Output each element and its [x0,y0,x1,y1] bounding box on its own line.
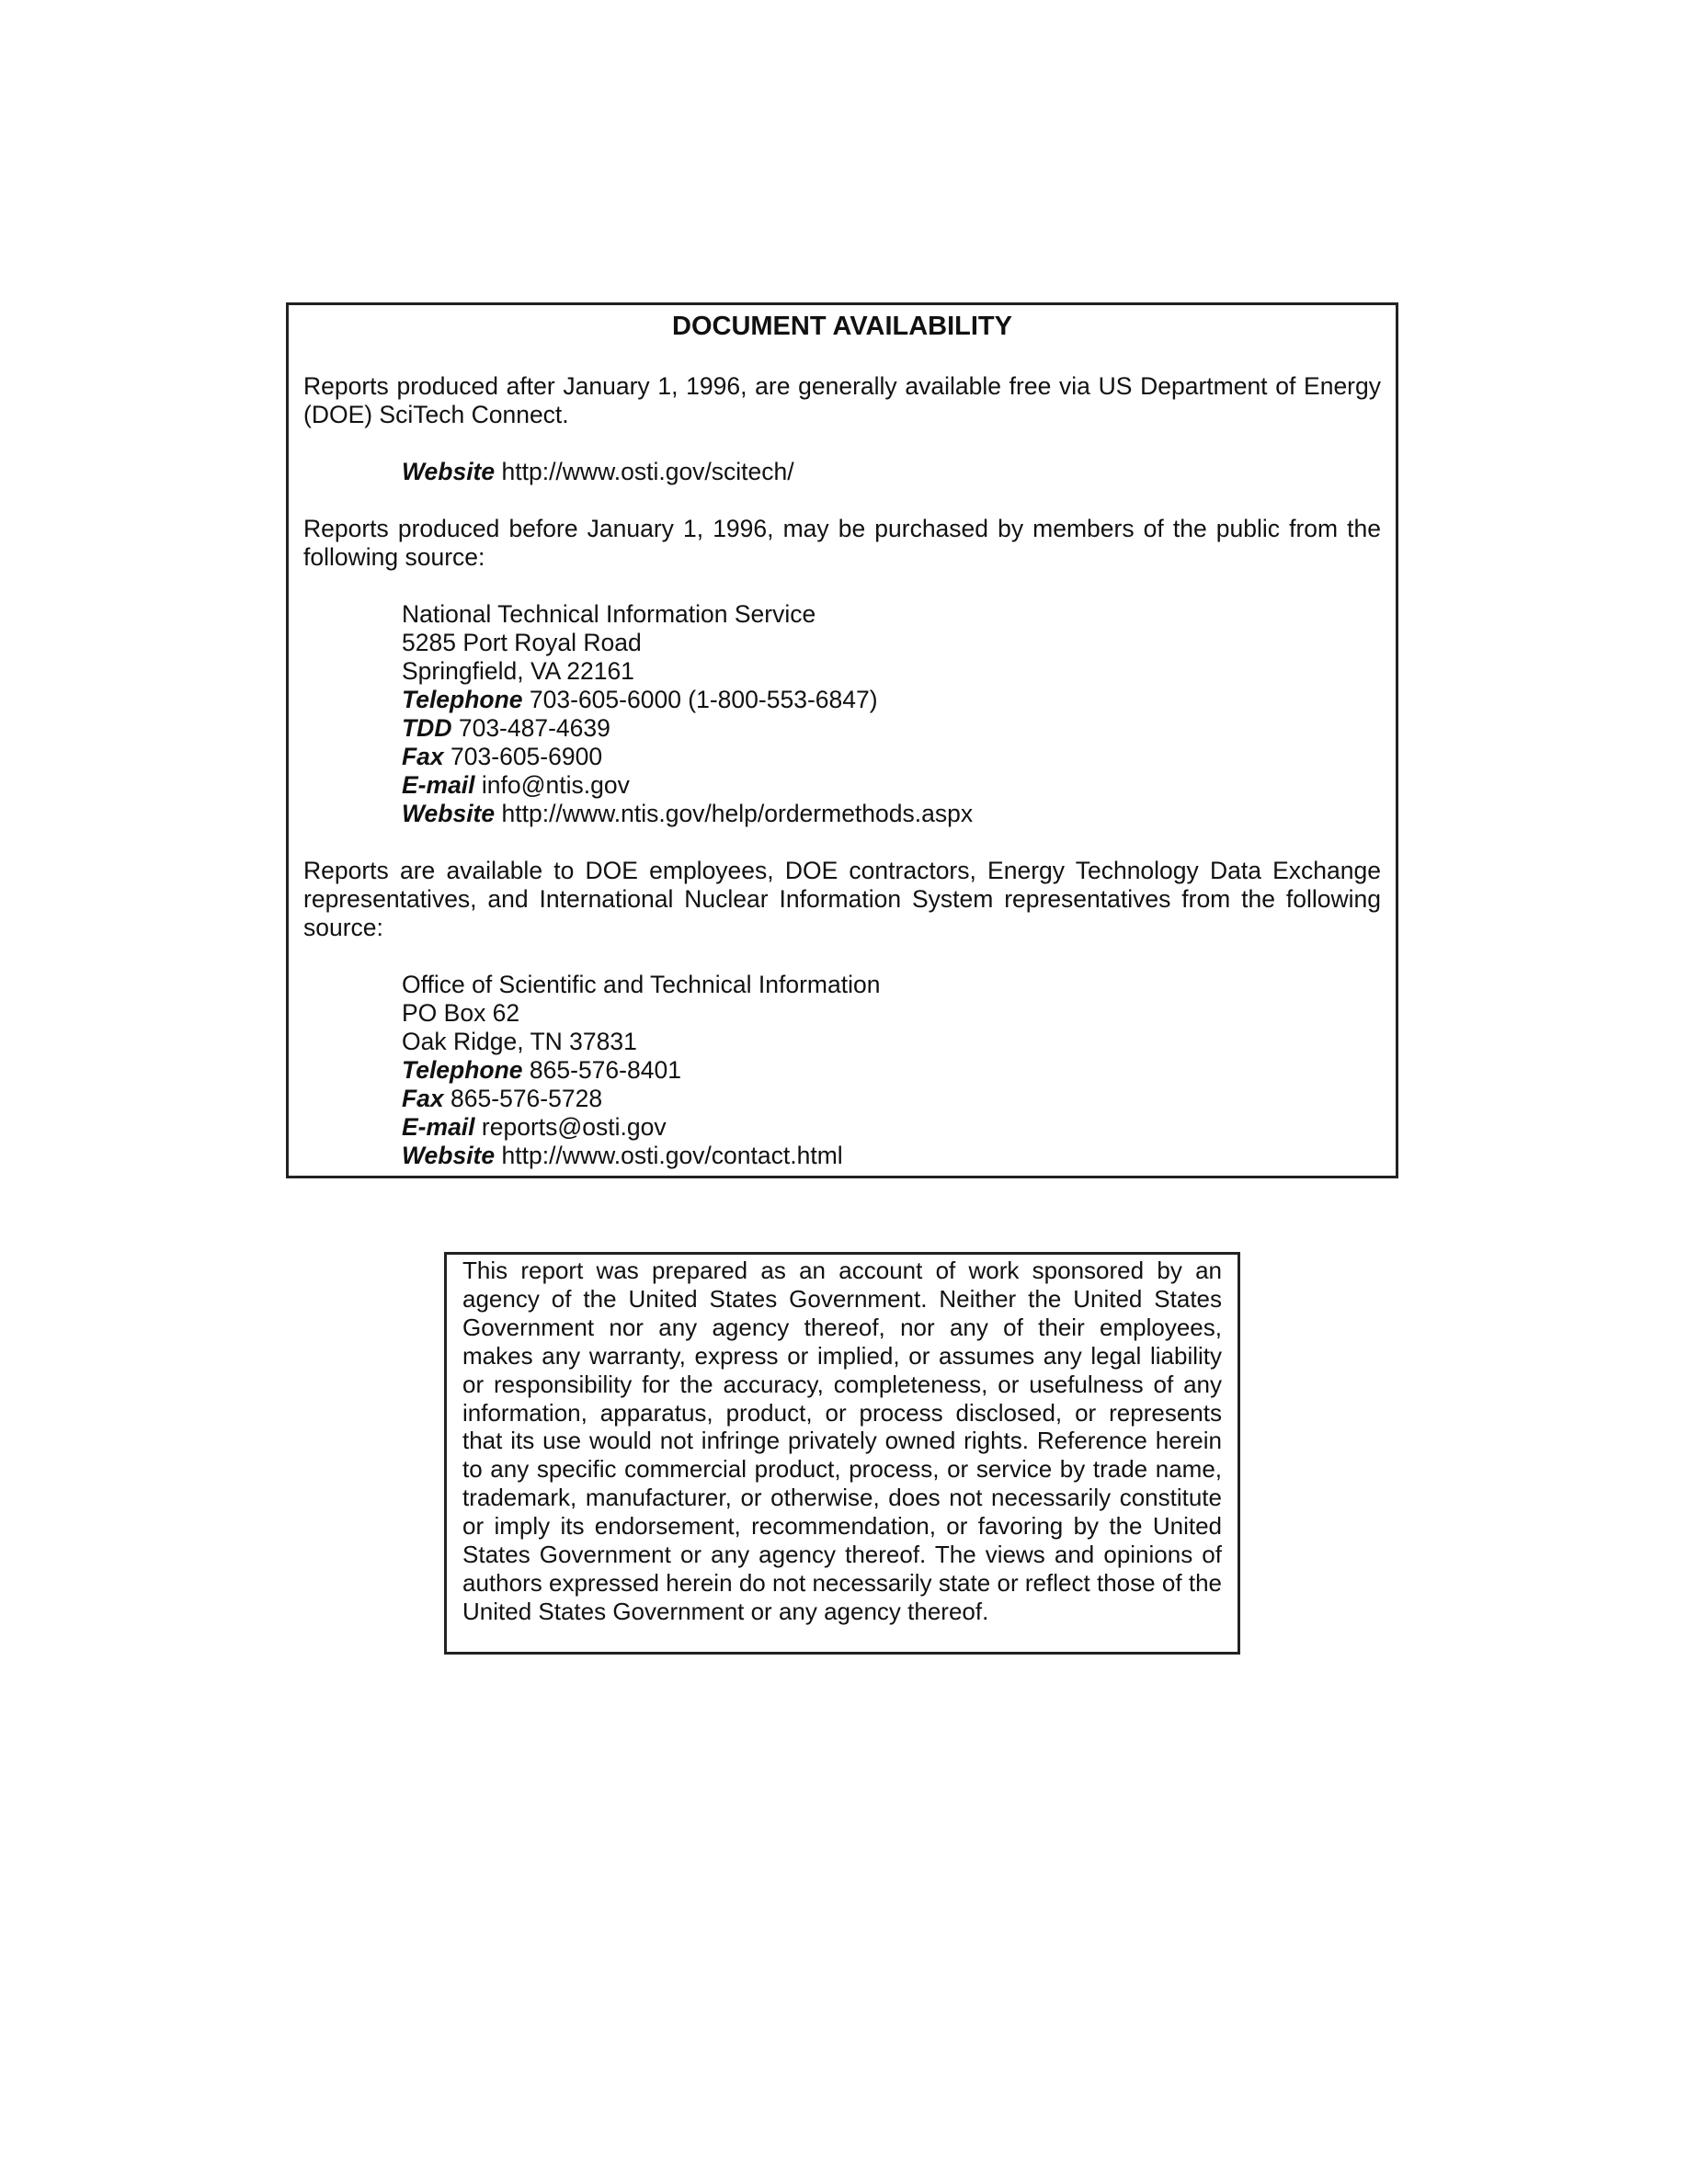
fax-label: Fax [402,1085,444,1112]
osti-telephone-value: 865-576-8401 [529,1056,681,1084]
telephone-label: Telephone [402,1056,523,1084]
document-availability-box [286,302,1398,1178]
ntis-email-link[interactable]: info@ntis.gov [481,771,630,799]
osti-telephone-line [402,1056,1381,1085]
scitech-website-link[interactable]: http://www.osti.gov/scitech/ [501,458,794,485]
email-label: E-mail [402,1113,475,1141]
intro-doe-employees: Reports are available to DOE employees, DOE contractors, Energy Technology Data Exchange representatives, and International Nuclear Information System representatives from the following source: [303,857,1381,941]
ntis-telephone-value: 703-605-6000 (1-800-553-6847) [529,686,878,713]
disclaimer-box [444,1252,1240,1655]
website-label: Website [402,800,496,827]
osti-website-line [402,1142,1381,1170]
ntis-tdd-line [402,714,1381,743]
tdd-label: TDD [402,714,452,742]
telephone-label: Telephone [402,686,523,713]
ntis-fax-line [402,743,1381,771]
intro-after-1996: Reports produced after January 1, 1996, are generally available free via US Department of Energy (DOE) SciTech Connect. [303,372,1381,428]
scitech-contact [303,458,1381,486]
osti-email-link[interactable]: reports@osti.gov [481,1113,667,1141]
ntis-street: 5285 Port Royal Road [402,629,642,656]
ntis-fax-value: 703-605-6900 [451,743,603,770]
website-label: Website [402,458,496,485]
osti-address-block [303,971,1381,1170]
osti-fax-value: 865-576-5728 [451,1085,603,1112]
osti-website-link[interactable]: http://www.osti.gov/contact.html [501,1142,843,1169]
ntis-website-link[interactable]: http://www.ntis.gov/help/ordermethods.aspx [501,800,974,827]
ntis-name: National Technical Information Service [402,600,816,628]
intro-before-1996: Reports produced before January 1, 1996, may be purchased by members of the public from the following source: [303,515,1381,571]
ntis-telephone-line [402,686,1381,714]
document-availability-title: DOCUMENT AVAILABILITY [672,312,1012,341]
ntis-website-line [402,800,1381,828]
disclaimer-text: This report was prepared as an account of work sponsored by an agency of the United States Government. Neither the United States Government nor any agency thereof, nor any of their employees, makes any warranty, express or implied, or assumes any legal liability or responsibility for the accuracy, completeness, or usefulness of any information, apparatus, product, or process disclosed, or represents that its use would not infringe privately owned rights. Reference herein to any specific commercial product, process, or service by trade name, trademark, manufacturer, or otherwise, does not necessarily constitute or imply its endorsement, recommendation, or favoring by the United States Government or any agency thereof. The views and opinions of authors expressed herein do not necessarily state or reflect those of the United States Government or any agency thereof. [462,1257,1222,1625]
osti-name: Office of Scientific and Technical Information [402,971,881,998]
email-label: E-mail [402,771,475,799]
ntis-email-line [402,771,1381,800]
ntis-tdd-value: 703-487-4639 [458,714,610,742]
ntis-address-block [303,600,1381,828]
osti-city: Oak Ridge, TN 37831 [402,1028,637,1055]
ntis-city: Springfield, VA 22161 [402,657,634,685]
scitech-website-line [402,458,1381,486]
osti-email-line [402,1113,1381,1142]
osti-fax-line [402,1085,1381,1113]
osti-po-box: PO Box 62 [402,999,520,1027]
website-label: Website [402,1142,496,1169]
fax-label: Fax [402,743,444,770]
